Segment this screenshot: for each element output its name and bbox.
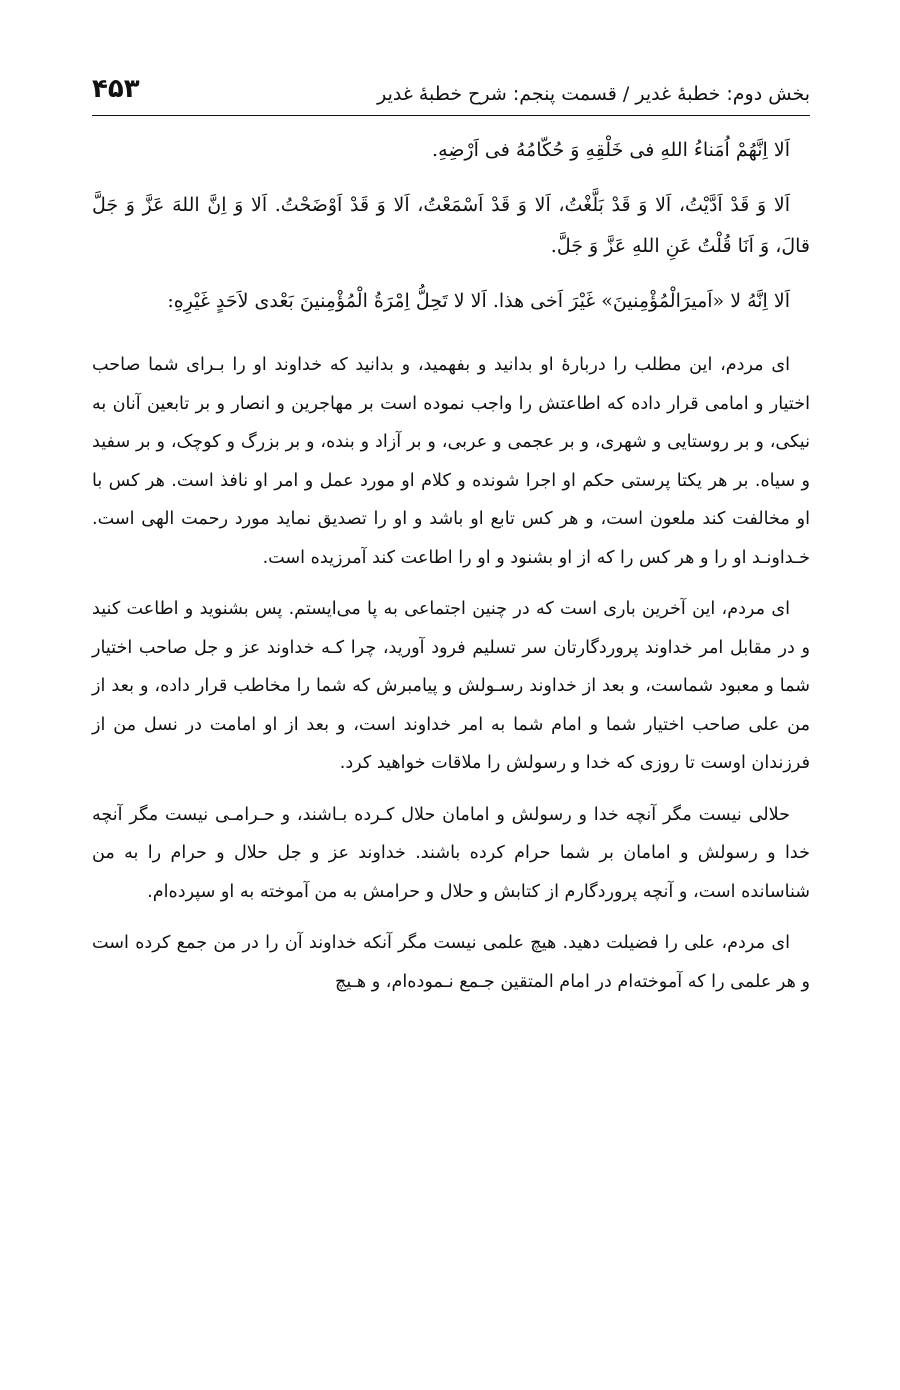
persian-paragraph: ای مردم، علی را فضیلت دهید. هیچ علمی نیست مگر آنکه خداوند آن را در من جمع کرده است و هر علمی را که آموخته‌ام در امام المتقین جـمع نـموده‌ام، و هـیچ [92, 933, 810, 992]
persian-paragraph: ای مردم، این مطلب را دربارهٔ او بدانید و بفهمید، و بدانید که خداوند او را بـرای شما صاحب اختیار و امامی قرار داده که اطاعتش را واجب نموده است بر مهاجرین و انصار و بر تابعین آنان به نیکی، و بر روستایی و شهری، و بر عجمی و عربی، و بر آزاد و بنده، و بر بزرگ و کوچک، و بر سفید و سیاه. بر هر یکتا پرستی حکم او اجرا شونده و کلام او مورد عمل و امر او نافذ است. هر کس با او مخالفت کند ملعون است، و هر کس تابع او باشد و او را تصدیق نماید مورد رحمت الهی است. خـداونـد او را و هر کس را که از او بشنود و او را اطاعت کند آمرزیده است. [92, 355, 810, 568]
page-header [92, 66, 810, 116]
header-divider [92, 115, 810, 116]
persian-paragraph: ای مردم، این آخرین باری است که در چنین اجتماعی به پا می‌ایستم. پس بشنوید و اطاعت کنید و در مقابل امر خداوند پروردگارتان سر تسلیم فرود آورید، چرا کـه خداوند عز و جل صاحب اختیار شما و معبود شماست، و بعد از خداوند رسـولش و پیامبرش که شما را مخاطب قرار داده، و بعد از من علی صاحب اختیار شما و امام شما به امر خداوند است، و بعد از او امامت در نسل من از فرزندان اوست تا روزی که خدا و رسولش را ملاقات خواهید کرد. [92, 599, 810, 773]
page-number: ۴۵۳ [92, 74, 140, 104]
persian-paragraph: حلالی نیست مگر آنچه خدا و رسولش و امامان حلال کـرده بـاشند، و حـرامـی نیست مگر آنچه خدا و رسولش و امامان بر شما حرام کرده باشند. خداوند عز و جل حلال و حرام را به من شناسانده است، و آنچه پروردگارم از کتابش و حلال و حرامش به من آموخته به او سپرده‌ام. [92, 804, 810, 902]
page-body [92, 130, 810, 1014]
book-page [92, 0, 810, 1390]
paragraph-gap [92, 336, 810, 346]
arabic-paragraph: اَلا وَ قَدْ اَدَّیْتُ، اَلا وَ قَدْ بَلَّغْتُ، اَلا وَ قَدْ اَسْمَعْتُ، اَلا وَ قَدْ اَوْضَحْتُ. اَلا وَ اِنَّ اللهَ عَزَّ وَ جَلَّ قالَ، وَ اَنَا قُلْتُ عَنِ اللهِ عَزَّ وَ جَلَّ. [92, 194, 810, 257]
arabic-paragraph: اَلا اِنَّهُمْ اُمَناءُ اللهِ فی خَلْقِهِ وَ حُکّامُهُ فی اَرْضِهِ. [432, 139, 790, 161]
running-title: بخش دوم: خطبهٔ غدیر / قسمت پنجم: شرح خطبهٔ غدیر [377, 83, 810, 105]
arabic-paragraph: اَلا اِنَّهُ لا «اَمیرَالْمُؤْمِنینَ» غَیْرَ اَخی هذا. اَلا لا تَحِلُّ اِمْرَةُ الْمُؤْمِنینَ بَعْدی لاَحَدٍ غَیْرِهِ: [167, 290, 790, 312]
